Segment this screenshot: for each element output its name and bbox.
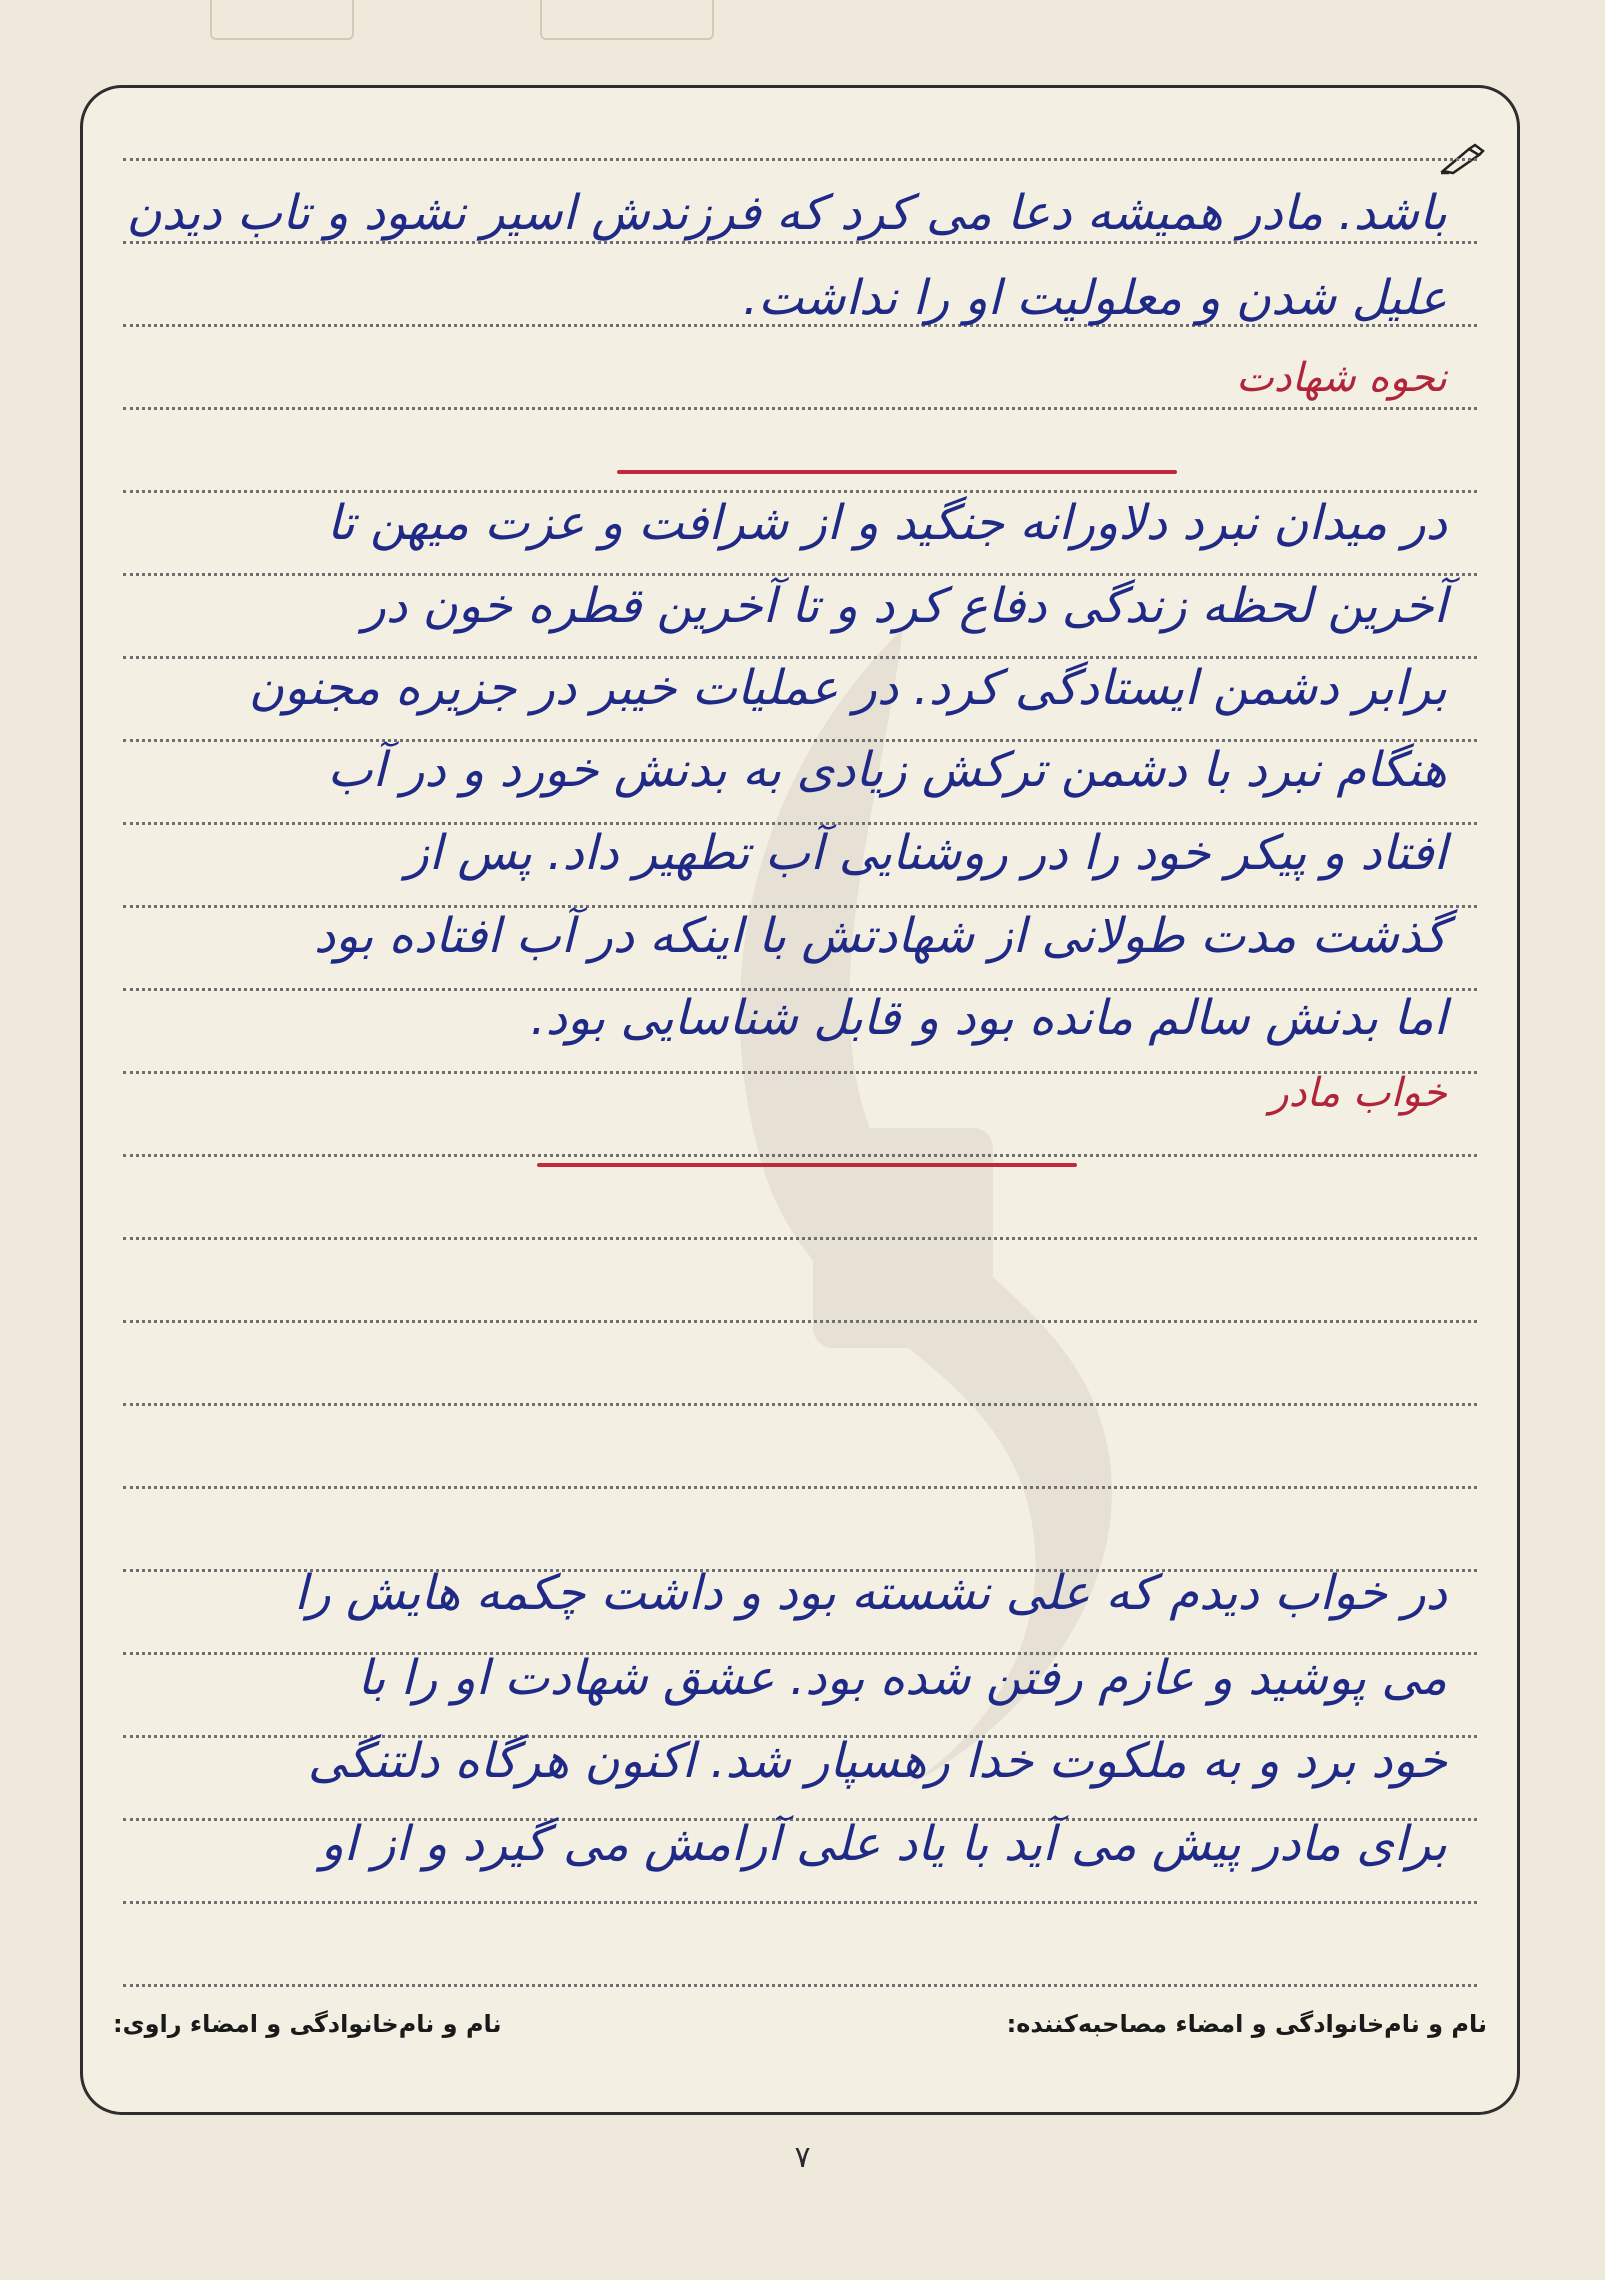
interviewer-signature-label: نام و نام‌خانوادگی و امضاء مصاحبه‌کننده: bbox=[1006, 2010, 1487, 2038]
handwritten-line: اما بدنش سالم مانده بود و قابل شناسایی بود. bbox=[530, 990, 1447, 1046]
ruled-line bbox=[123, 1154, 1477, 1157]
page-frame bbox=[80, 85, 1520, 2115]
ruled-line bbox=[123, 1403, 1477, 1406]
stamp-box bbox=[540, 0, 714, 40]
stamp-box bbox=[210, 0, 354, 40]
handwritten-line: برابر دشمن ایستادگی کرد. در عملیات خیبر در جزیره مجنون bbox=[248, 660, 1447, 716]
ruled-line bbox=[123, 1984, 1477, 1987]
page-number: ۷ bbox=[794, 2140, 811, 2175]
handwritten-line: علیل شدن و معلولیت او را نداشت. bbox=[742, 270, 1447, 326]
handwritten-line: برای مادر پیش می آید با یاد علی آرامش می گیرد و از او bbox=[320, 1816, 1447, 1872]
ruled-line bbox=[123, 1901, 1477, 1904]
handwritten-line: افتاد و پیکر خود را در روشنایی آب تطهیر داد. پس از bbox=[405, 825, 1447, 881]
signature-footer bbox=[113, 2010, 1487, 2050]
handwritten-line: می پوشید و عازم رفتن شده بود. عشق شهادت او را با bbox=[357, 1650, 1447, 1706]
handwritten-line: هنگام نبرد با دشمن ترکش زیادی به بدنش خورد و در آب bbox=[327, 742, 1447, 798]
handwritten-line: گذشت مدت طولانی از شهادتش با اینکه در آب افتاده بود bbox=[313, 908, 1447, 964]
ruled-line bbox=[123, 1486, 1477, 1489]
ruled-line bbox=[123, 1237, 1477, 1240]
top-stamp-area bbox=[210, 0, 710, 50]
ruled-line bbox=[123, 158, 1477, 161]
heading-underline bbox=[537, 1163, 1077, 1167]
ruled-line bbox=[123, 1320, 1477, 1323]
handwritten-line: در میدان نبرد دلاورانه جنگید و از شرافت و عزت میهن تا bbox=[326, 495, 1447, 551]
heading-underline bbox=[617, 470, 1177, 474]
section-heading-martyrdom: نحوه شهادت bbox=[1236, 355, 1447, 401]
handwritten-line: خود برد و به ملکوت خدا رهسپار شد. اکنون هرگاه دلتنگی bbox=[307, 1733, 1447, 1789]
section-heading-mothers-dream: خواب مادر bbox=[1269, 1070, 1447, 1116]
handwritten-line: باشد. مادر همیشه دعا می کرد که فرزندش اسیر نشود و تاب دیدن bbox=[126, 185, 1447, 241]
handwritten-line: آخرین لحظه زندگی دفاع کرد و تا آخرین قطره خون در bbox=[362, 578, 1447, 634]
narrator-signature-label: نام و نام‌خانوادگی و امضاء راوی: bbox=[113, 2010, 502, 2038]
handwritten-line: در خواب دیدم که علی نشسته بود و داشت چکمه هایش را bbox=[294, 1565, 1447, 1621]
